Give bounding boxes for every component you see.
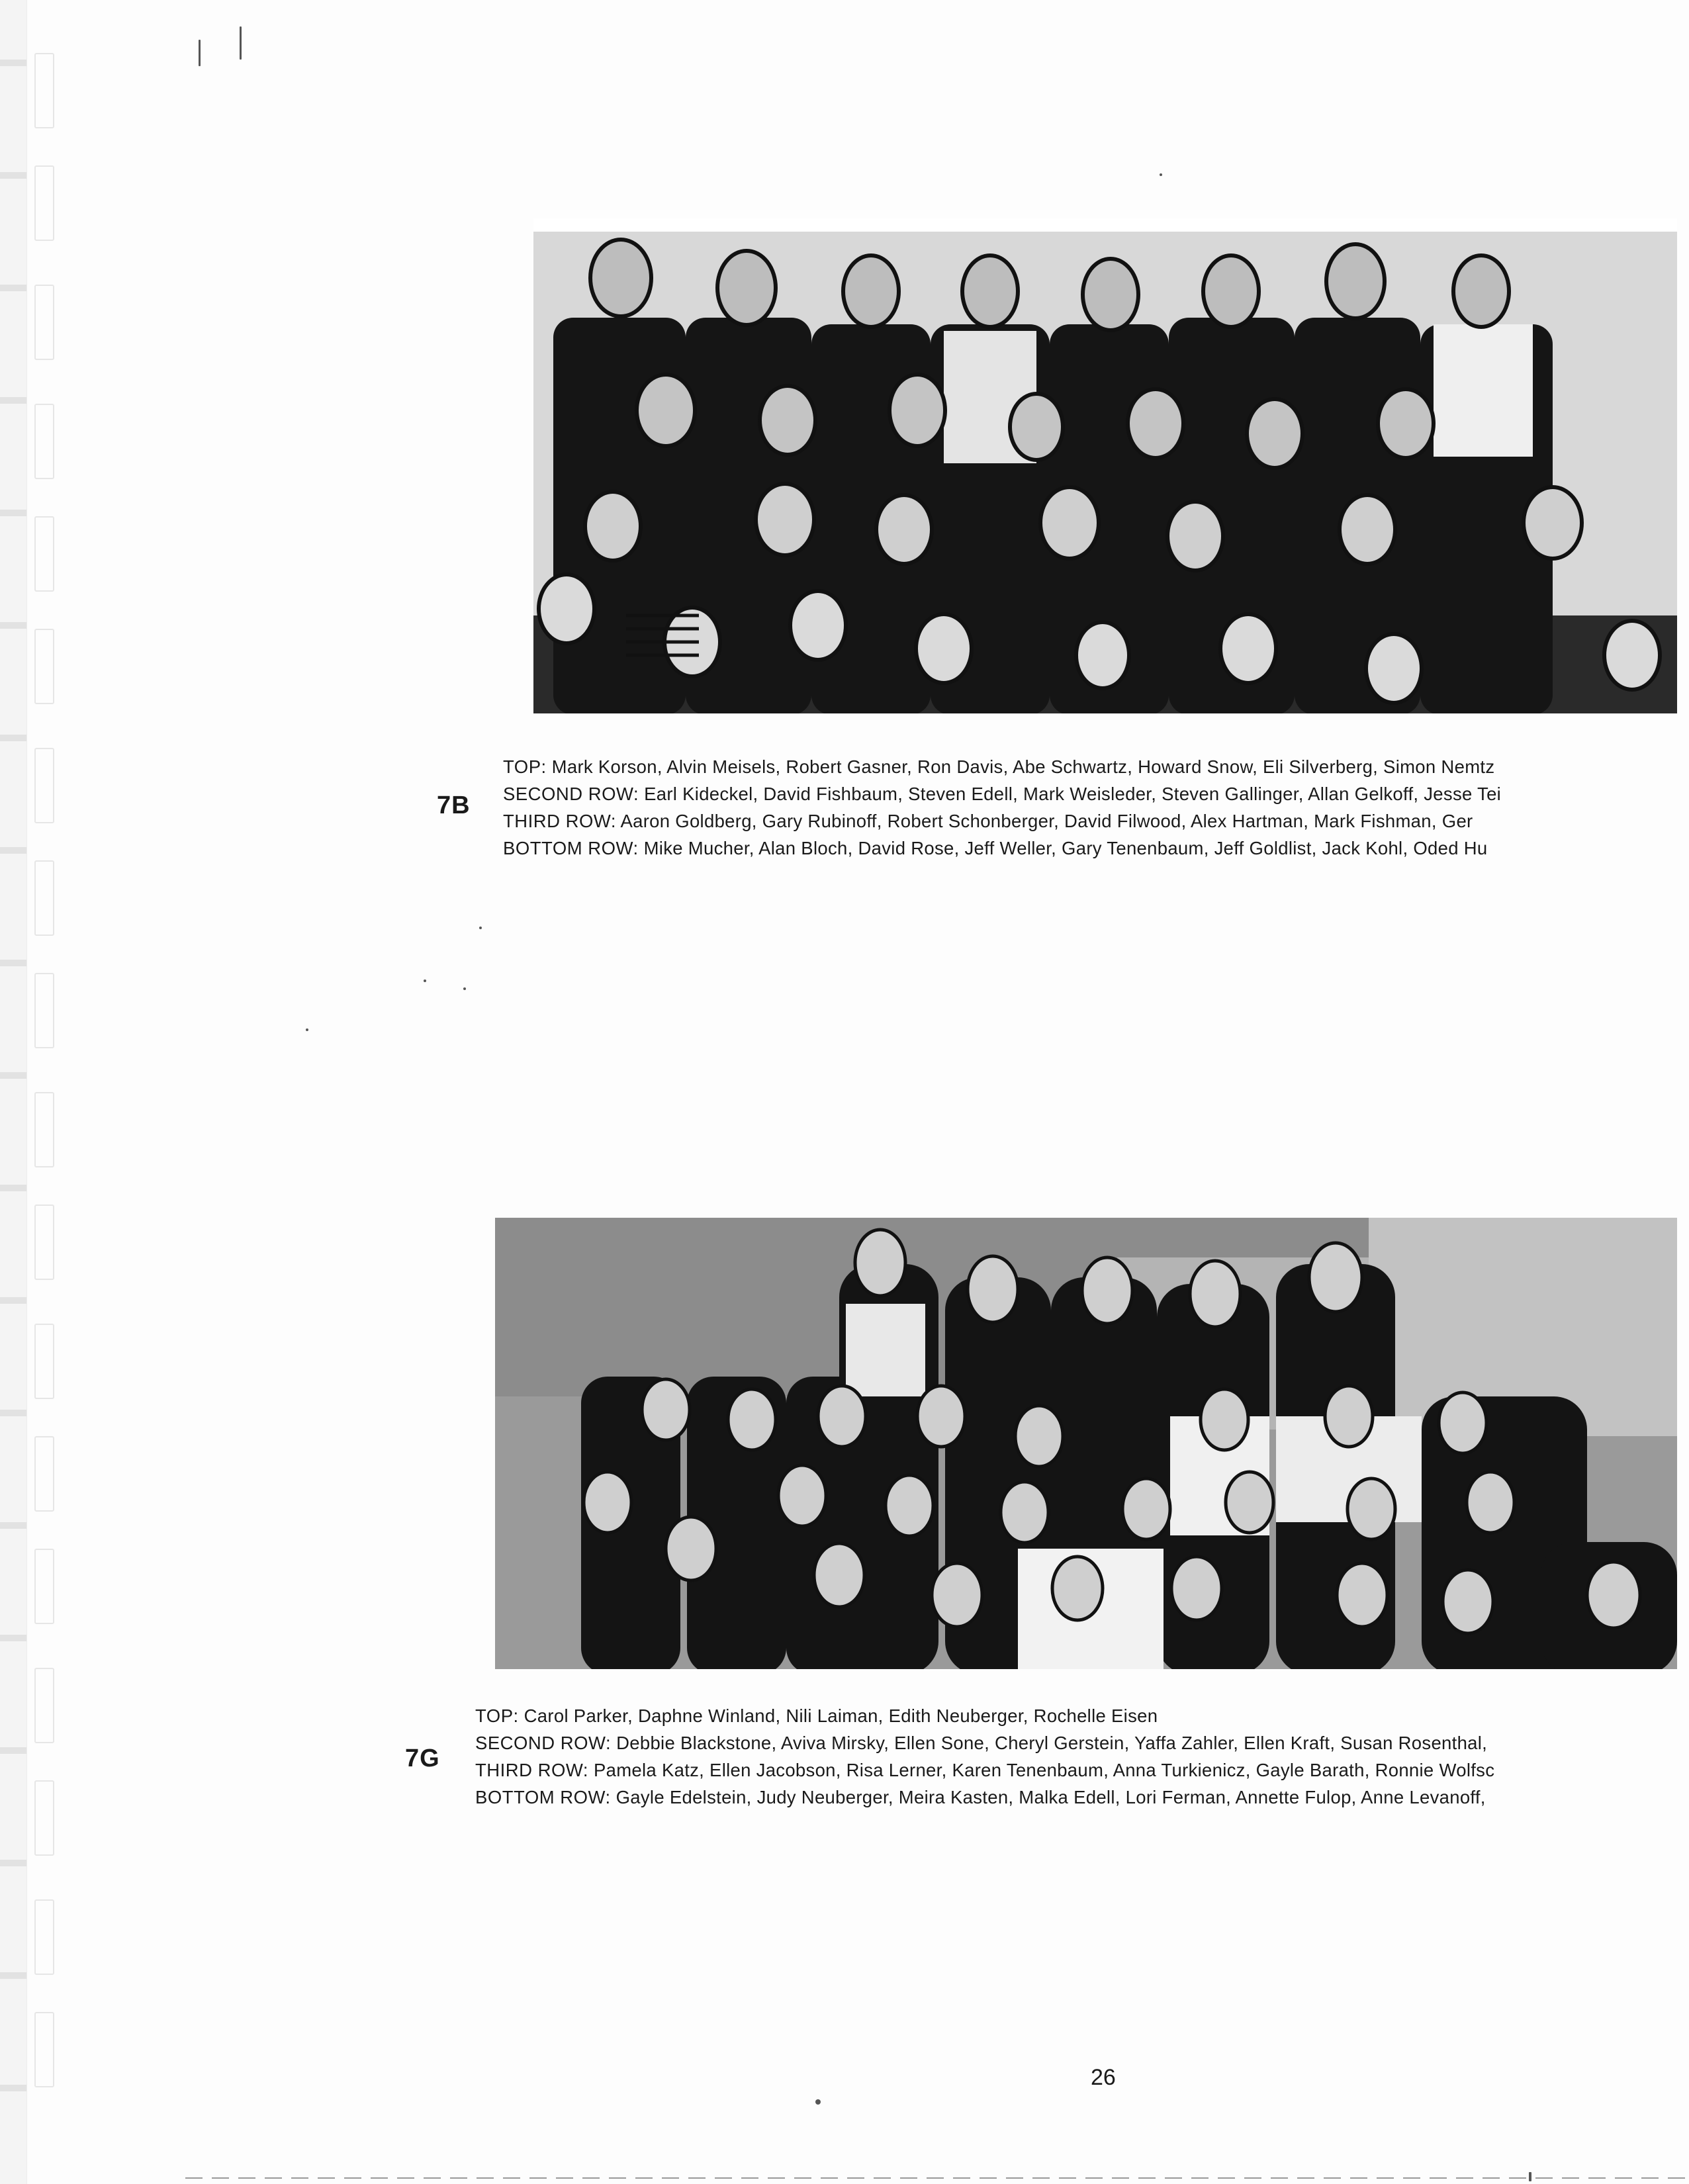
caption-row-names: Mike Mucher, Alan Bloch, David Rose, Jeff Weller, Gary Tenenbaum, Jeff Goldlist, Jack Kohl, Oded Hu	[643, 838, 1488, 858]
class-photo-7g	[495, 1218, 1677, 1669]
class-label-7g: 7G	[405, 1745, 440, 1772]
caption-row-bottom	[475, 1784, 1689, 1811]
caption-row-label: THIRD ROW:	[503, 811, 617, 831]
class-photo-7g-image	[495, 1218, 1677, 1669]
caption-row-label: BOTTOM ROW:	[503, 838, 639, 858]
class-caption-7b	[503, 753, 1689, 862]
caption-row-names: Aaron Goldberg, Gary Rubinoff, Robert Schonberger, David Filwood, Alex Hartman, Mark Fishman, Ger	[620, 811, 1473, 831]
caption-row-names: Mark Korson, Alvin Meisels, Robert Gasner, Ron Davis, Abe Schwartz, Howard Snow, Eli Silverberg, Simon Nemtz	[551, 756, 1495, 777]
caption-row-label: BOTTOM ROW:	[475, 1787, 611, 1807]
class-label-7b: 7B	[437, 792, 471, 819]
caption-row-second	[475, 1729, 1689, 1756]
caption-row-top	[475, 1702, 1689, 1729]
caption-row-names: Carol Parker, Daphne Winland, Nili Laiman, Edith Neuberger, Rochelle Eisen	[524, 1706, 1158, 1726]
caption-row-label: TOP:	[475, 1706, 519, 1726]
class-photo-7b	[533, 218, 1677, 713]
caption-row-top	[503, 753, 1689, 780]
caption-row-third	[475, 1756, 1689, 1784]
caption-row-label: SECOND ROW:	[503, 784, 639, 804]
binding-strip	[0, 0, 27, 2184]
caption-row-names: Gayle Edelstein, Judy Neuberger, Meira Kasten, Malka Edell, Lori Ferman, Annette Fulop, Anne Levanoff,	[616, 1787, 1486, 1807]
caption-row-names: Earl Kideckel, David Fishbaum, Steven Edell, Mark Weisleder, Steven Gallinger, Allan Gelkoff, Jesse Tei	[644, 784, 1502, 804]
caption-row-second	[503, 780, 1689, 807]
caption-row-label: TOP:	[503, 756, 547, 777]
caption-row-label: SECOND ROW:	[475, 1733, 612, 1753]
scan-edge-line	[185, 2177, 1688, 2179]
page-number: 26	[1091, 2065, 1116, 2090]
caption-row-names: Debbie Blackstone, Aviva Mirsky, Ellen Sone, Cheryl Gerstein, Yaffa Zahler, Ellen Kraft, Susan Rosenthal,	[616, 1733, 1488, 1753]
caption-row-label: THIRD ROW:	[475, 1760, 589, 1780]
caption-row-bottom	[503, 835, 1689, 862]
caption-row-names: Pamela Katz, Ellen Jacobson, Risa Lerner, Karen Tenenbaum, Anna Turkienicz, Gayle Barath, Ronnie Wolfsc	[593, 1760, 1495, 1780]
class-caption-7g	[475, 1702, 1689, 1811]
caption-row-third	[503, 807, 1689, 835]
class-photo-7b-image	[533, 218, 1677, 713]
